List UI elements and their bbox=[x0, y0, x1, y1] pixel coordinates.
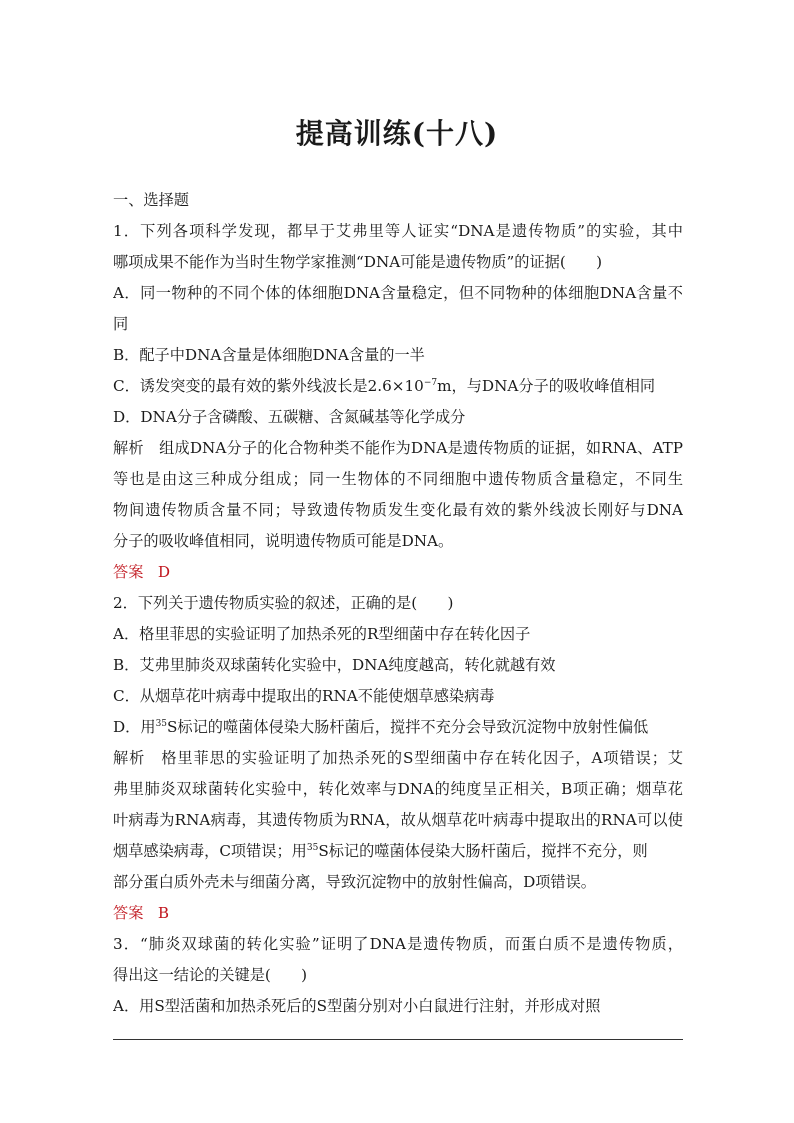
q2-option-d bbox=[113, 716, 683, 738]
q1-option-b: B．配子中DNA含量是体细胞DNA含量的一半 bbox=[113, 346, 425, 364]
q1-stem-line1: 1．下列各项科学发现，都早于艾弗里等人证实“DNA是遗传物质”的实验，其中 bbox=[113, 222, 683, 240]
q2-answer-label: 答案 bbox=[113, 904, 144, 922]
q2-option-c: C．从烟草花叶病毒中提取出的RNA不能使烟草感染病毒 bbox=[113, 687, 495, 705]
q2-option-a: A．格里菲思的实验证明了加热杀死的R型细菌中存在转化因子 bbox=[113, 625, 531, 643]
q2-option-d-post: S标记的噬菌体侵染大肠杆菌后，搅拌不充分会导致沉淀物中放射性偏低 bbox=[167, 718, 649, 736]
q2-analysis-line4 bbox=[113, 840, 683, 862]
q3-stem-line2: 得出这一结论的关键是( ) bbox=[113, 966, 308, 984]
q2-answer-value: B bbox=[157, 904, 170, 922]
q1-option-c-pre: C．诱发突变的最有效的紫外线波长是2.6×10 bbox=[113, 377, 424, 395]
q1-analysis-line4: 分子的吸收峰值相同，说明遗传物质可能是DNA。 bbox=[113, 532, 454, 550]
q2-analysis-line4-post: S标记的噬菌体侵染大肠杆菌后，搅拌不充分，则 bbox=[318, 842, 648, 860]
q1-analysis-line1: 解析 组成DNA分子的化合物种类不能作为DNA是遗传物质的证据，如RNA、ATP bbox=[113, 439, 683, 457]
q2-option-d-pre: D．用 bbox=[113, 718, 156, 736]
q1-answer bbox=[113, 561, 683, 583]
q2-option-d-superscript: 35 bbox=[155, 719, 168, 729]
q2-analysis-line4-superscript: 35 bbox=[306, 843, 319, 853]
q2-analysis-line1: 解析 格里菲思的实验证明了加热杀死的S型细菌中存在转化因子，A项错误；艾 bbox=[113, 749, 683, 767]
q1-option-d: D．DNA分子含磷酸、五碳糖、含氮碱基等化学成分 bbox=[113, 408, 466, 426]
q1-stem-line2: 哪项成果不能作为当时生物学家推测“DNA可能是遗传物质”的证据( ) bbox=[113, 253, 603, 271]
q3-option-a: A．用S型活菌和加热杀死后的S型菌分别对小白鼠进行注射，并形成对照 bbox=[113, 997, 601, 1015]
q2-analysis-line4-pre: 烟草感染病毒，C项错误；用 bbox=[113, 842, 307, 860]
q1-answer-value: D bbox=[157, 563, 171, 581]
q1-option-c-exponent: −7 bbox=[423, 378, 438, 388]
q2-analysis-line3: 叶病毒为RNA病毒，其遗传物质为RNA，故从烟草花叶病毒中提取出的RNA可以使 bbox=[113, 811, 683, 829]
q1-option-c-post: m，与DNA分子的吸收峰值相同 bbox=[437, 377, 656, 395]
q1-option-a-line1: A．同一物种的不同个体的体细胞DNA含量稳定，但不同物种的体细胞DNA含量不 bbox=[113, 284, 683, 302]
section-heading: 一、选择题 bbox=[113, 191, 189, 209]
q2-option-b: B．艾弗里肺炎双球菌转化实验中，DNA纯度越高，转化就越有效 bbox=[113, 656, 556, 674]
q1-option-c bbox=[113, 375, 683, 397]
q1-analysis-line2: 等也是由这三种成分组成；同一生物体的不同细胞中遗传物质含量稳定，不同生 bbox=[113, 470, 683, 488]
q1-option-a-line2: 同 bbox=[113, 315, 129, 333]
q3-stem-line1: 3．“肺炎双球菌的转化实验”证明了DNA是遗传物质，而蛋白质不是遗传物质， bbox=[113, 935, 683, 953]
q1-answer-label: 答案 bbox=[113, 563, 144, 581]
q2-analysis-line2: 弗里肺炎双球菌转化实验中，转化效率与DNA的纯度呈正相关，B项正确；烟草花 bbox=[113, 780, 683, 798]
q1-analysis-line3: 物间遗传物质含量不同；导致遗传物质发生变化最有效的紫外线波长刚好与DNA bbox=[113, 501, 683, 519]
q2-answer bbox=[113, 902, 683, 924]
q2-stem: 2．下列关于遗传物质实验的叙述，正确的是( ) bbox=[113, 594, 454, 612]
q2-analysis-line5: 部分蛋白质外壳未与细菌分离，导致沉淀物中的放射性偏高，D项错误。 bbox=[113, 873, 596, 891]
page-title: 提高训练(十八) bbox=[295, 117, 499, 150]
footer-divider bbox=[113, 1039, 683, 1040]
